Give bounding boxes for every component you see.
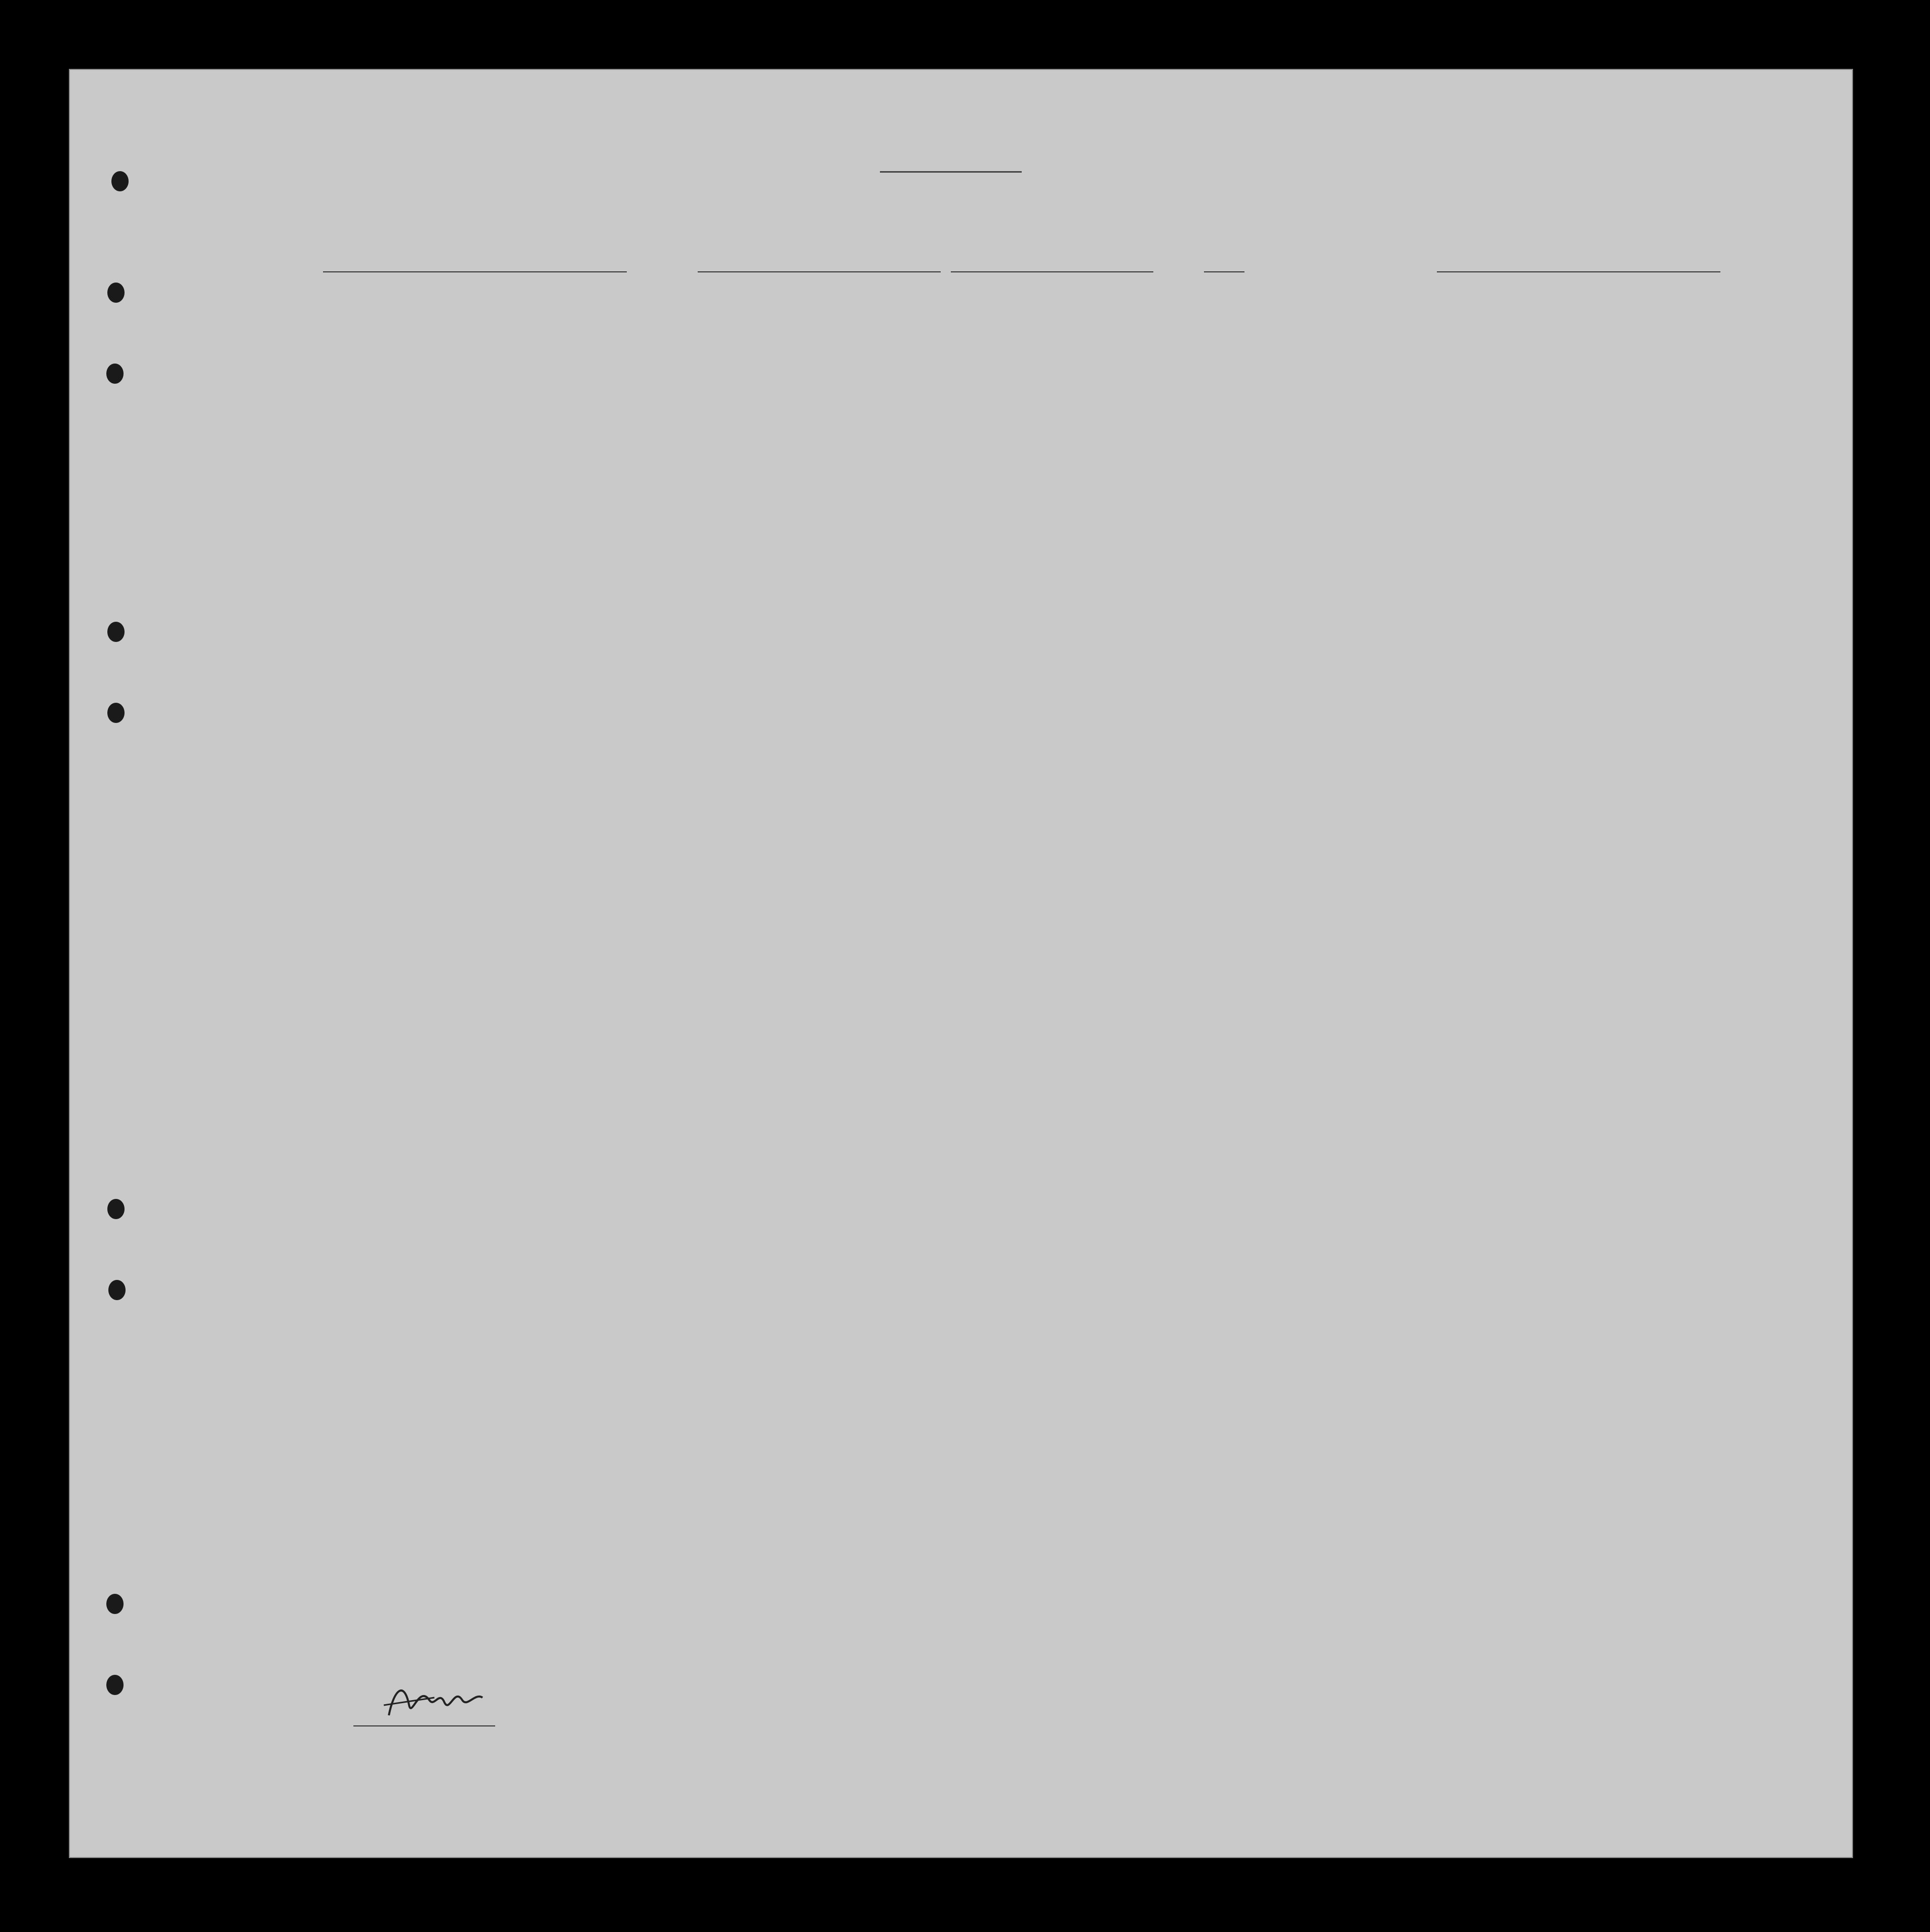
inspector-signature — [374, 1670, 505, 1730]
signature-line — [353, 1725, 495, 1726]
manifest-sheet — [69, 69, 1853, 1858]
table-grid — [70, 70, 1852, 1857]
